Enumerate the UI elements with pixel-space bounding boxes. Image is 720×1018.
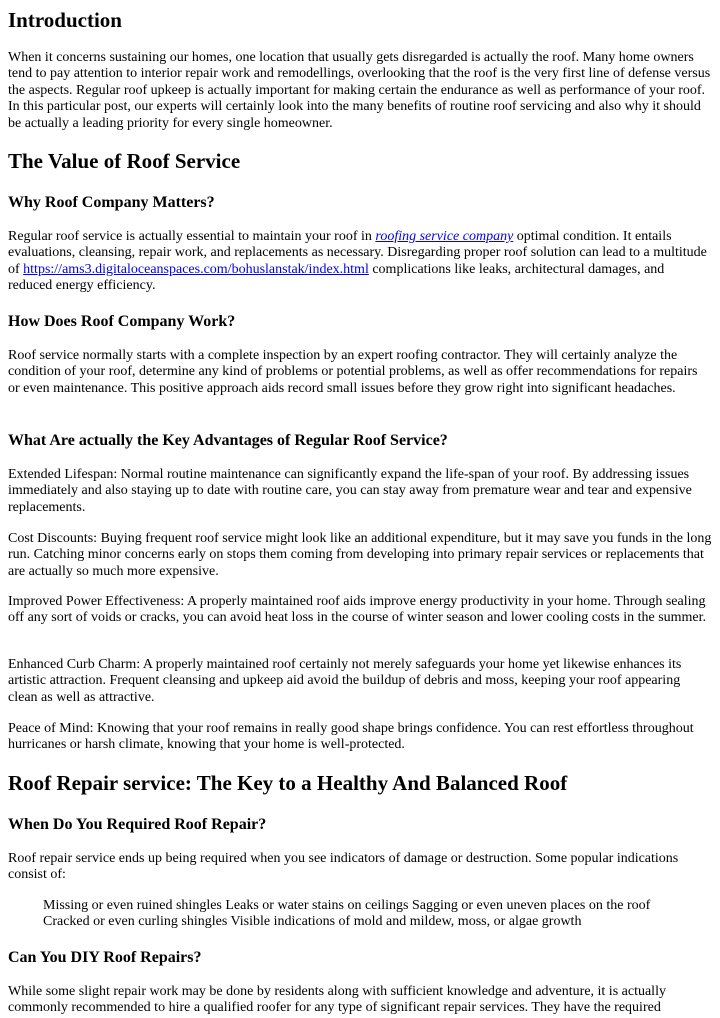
paragraph-peace-of-mind: Peace of Mind: Knowing that your roof remains in really good shape brings confidence. You can rest effortless throughout hurricanes or harsh climate, knowing that your home is well-protected.	[8, 721, 694, 753]
paragraph-cost-discounts: Cost Discounts: Buying frequent roof service might look like an additional expenditure, but it may save you funds in the long run. Catching minor concerns early on stops them coming from developing into primary repair services or replacements that are actually so much more expensive.	[8, 531, 712, 579]
paragraph-how-does-roof-company-work: Roof service normally starts with a complete inspection by an expert roofing contractor. They will certainly analyze the condition of your roof, determine any kind of problems or potential problems, as well as offer recommendations for repairs or even maintenance. This positive approach aids record small issues before they grow right into significant headaches.	[8, 348, 698, 396]
text-segment: optimal condition. It entails evaluations, cleansing, repair work, and replacements as necessary. Disregarding proper roof solution can lead to a multitude of	[8, 229, 707, 277]
link-roofing-service-company[interactable]: roofing service company	[375, 229, 514, 244]
text-segment: Regular roof service is actually essential to maintain your roof in	[8, 229, 376, 244]
heading-value-of-roof-service: The Value of Roof Service	[8, 149, 241, 173]
paragraph-why-roof-company-matters	[8, 229, 712, 295]
heading-how-does-roof-company-work: How Does Roof Company Work?	[8, 313, 236, 330]
paragraph-diy-roof-repairs: While some slight repair work may be done by residents along with sufficient knowledge and adventure, it is actually commonly recommended to hire a qualified roofer for any type of significant repair services. They have the required	[8, 984, 666, 1016]
paragraph-when-roof-repair: Roof repair service ends up being required when you see indicators of damage or destruction. Some popular indications consist of:	[8, 851, 679, 883]
paragraph-introduction: When it concerns sustaining our homes, one location that usually gets disregarded is actually the roof. Many home owners tend to pay attention to interior repair work and remodellings, overlooking that the roof is the very first line of defense versus the aspects. Regular roof upkeep is actually important for making certain the endurance as well as performance of your roof. In this particular post, our experts will certainly look into the many benefits of routine roof servicing and also why it should be actually a leading priority for every single homeowner.	[8, 50, 711, 131]
heading-roof-repair-service: Roof Repair service: The Key to a Healthy And Balanced Roof	[8, 771, 568, 795]
heading-key-advantages: What Are actually the Key Advantages of Regular Roof Service?	[8, 432, 448, 449]
paragraph-extended-lifespan: Extended Lifespan: Normal routine maintenance can significantly expand the life-span of your roof. By addressing issues immediately and also staying up to date with routine care, you can stay away from premature wear and tear and expensive replacements.	[8, 467, 692, 515]
paragraph-enhanced-curb-charm: Enhanced Curb Charm: A properly maintained roof certainly not merely safeguards your home yet likewise enhances its artistic attraction. Frequent cleansing and upkeep aid avoid the buildup of debris and moss, keeping your roof appearing clean as well as attractive.	[8, 657, 682, 705]
heading-introduction: Introduction	[8, 8, 122, 32]
heading-why-roof-company-matters: Why Roof Company Matters?	[8, 194, 215, 211]
list-damage-indicators	[8, 898, 690, 931]
heading-can-you-diy-roof-repairs: Can You DIY Roof Repairs?	[8, 949, 202, 966]
list-item: Missing or even ruined shingles Leaks or water stains on ceilings Sagging or even uneven places on the roof Cracked or even curling shingles Visible indications of mold and mildew, moss, or algae growth	[43, 898, 651, 930]
heading-when-do-you-required-roof-repair: When Do You Required Roof Repair?	[8, 816, 267, 833]
link-url[interactable]: https://ams3.digitaloceanspaces.com/bohuslanstak/index.html	[23, 261, 369, 277]
paragraph-improved-power-effectiveness: Improved Power Effectiveness: A properly maintained roof aids improve energy productivity in your home. Through sealing off any sort of voids or cracks, you can avoid heat loss in the course of winter season and lower cooling costs in the summer.	[8, 594, 707, 626]
text-segment: complications like leaks, architectural damages, and reduced energy efficiency.	[8, 261, 665, 294]
